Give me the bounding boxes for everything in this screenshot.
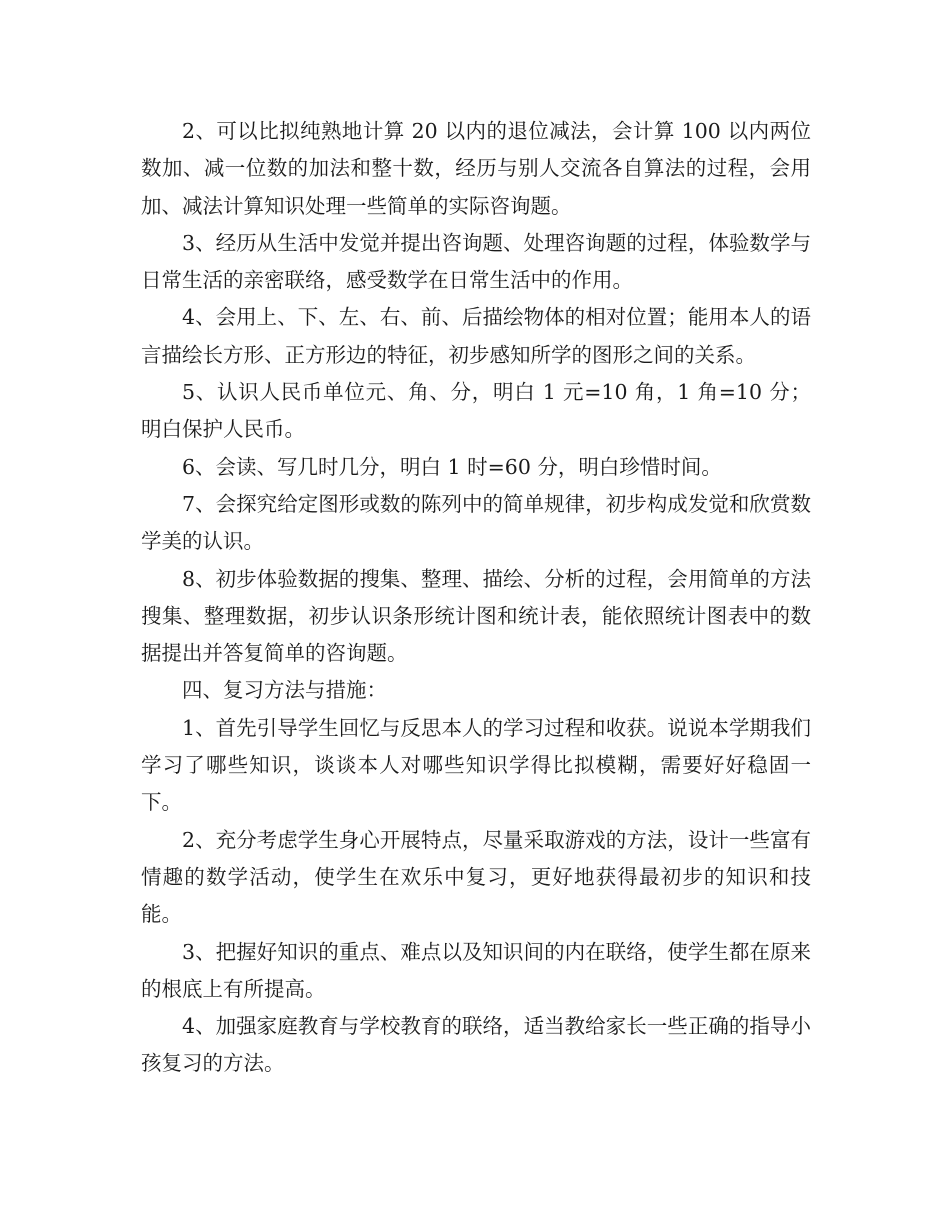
paragraph-method-1: 1、首先引导学生回忆与反思本人的学习过程和收获。说说本学期我们学习了哪些知识，谈谈本人对哪些知识学得比拟模糊，需要好好稳固一下。 <box>141 715 811 815</box>
paragraph-objective-2: 2、可以比拟纯熟地计算 20 以内的退位减法，会计算 100 以内两位数加、减一位数的加法和整十数，经历与别人交流各自算法的过程，会用加、减法计算知识处理一些简单的实际咨询题。 <box>141 119 811 218</box>
paragraph-objective-6: 6、会读、写几时几分，明白 1 时=60 分，明白珍惜时间。 <box>182 454 722 479</box>
paragraph-objective-4: 4、会用上、下、左、右、前、后描绘物体的相对位置；能用本人的语言描绘长方形、正方形边的特征，初步感知所学的图形之间的关系。 <box>141 305 811 367</box>
paragraph-objective-7: 7、会探究给定图形或数的陈列中的简单规律，初步构成发觉和欣赏数学美的认识。 <box>141 491 811 554</box>
paragraph-objective-5: 5、认识人民币单位元、角、分，明白 1 元=10 角，1 角=10 分；明白保护人民币。 <box>141 380 811 442</box>
paragraph-objective-8: 8、初步体验数据的搜集、整理、描绘、分析的过程，会用简单的方法搜集、整理数据，初步认识条形统计图和统计表，能依照统计图表中的数据提出并答复简单的咨询题。 <box>141 566 811 666</box>
paragraph-method-2: 2、充分考虑学生身心开展特点，尽量采取游戏的方法，设计一些富有情趣的数学活动，使学生在欢乐中复习，更好地获得最初步的知识和技能。 <box>141 827 811 927</box>
document-body <box>141 113 811 1083</box>
paragraph-method-3: 3、把握好知识的重点、难点以及知识间的内在联络，使学生都在原来的根底上有所提高。 <box>141 939 811 1001</box>
paragraph-objective-3: 3、经历从生活中发觉并提出咨询题、处理咨询题的过程，体验数学与日常生活的亲密联络，感受数学在日常生活中的作用。 <box>141 230 811 293</box>
paragraph-method-4: 4、加强家庭教育与学校教育的联络，适当教给家长一些正确的指导小孩复习的方法。 <box>141 1014 811 1076</box>
section-heading-methods: 四、复习方法与措施： <box>182 678 387 703</box>
